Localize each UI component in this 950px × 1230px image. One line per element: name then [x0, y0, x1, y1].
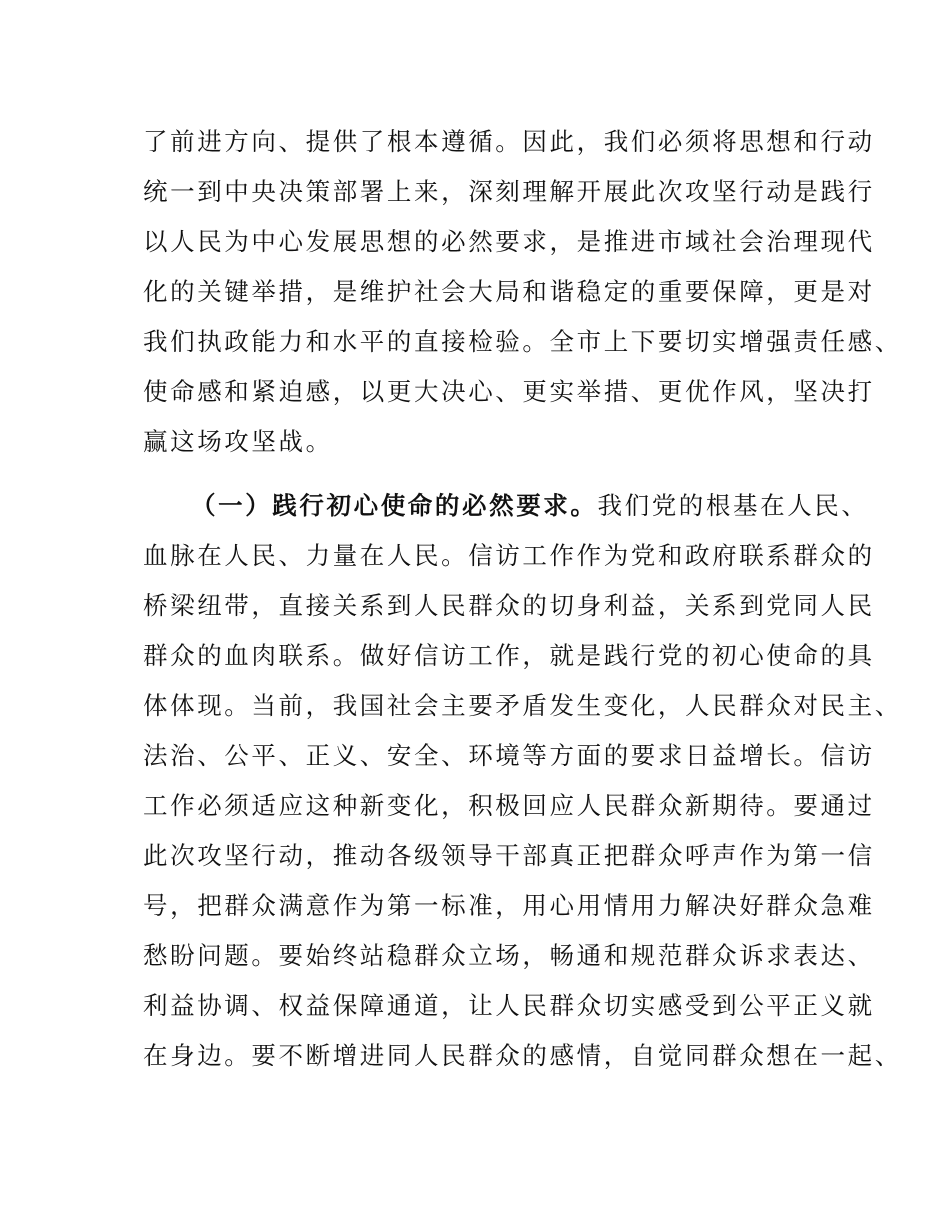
section-heading: （一）践行初心使命的必然要求。 — [191, 491, 598, 520]
paragraph-1-line-4: 化的关键举措，是维护社会大局和谐稳定的重要保障，更是对 — [143, 277, 875, 306]
paragraph-2-line-6: 法治、公平、正义、安全、环境等方面的要求日益增长。信访 — [143, 741, 875, 770]
paragraph-2-line-1 — [191, 486, 891, 526]
paragraph-2-line-11: 利益协调、权益保障通道，让人民群众切实感受到公平正义就 — [143, 991, 875, 1020]
paragraph-1-line-6: 使命感和紧迫感，以更大决心、更实举措、更优作风，坚决打 — [143, 377, 875, 406]
paragraph-2-line-1-text: 我们党的根基在人民、 — [597, 491, 869, 520]
paragraph-1-line-2: 统一到中央决策部署上来，深刻理解开展此次攻坚行动是践行 — [143, 177, 875, 206]
paragraph-1-line-1: 了前进方向、提供了根本遵循。因此，我们必须将思想和行动 — [143, 127, 875, 156]
paragraph-2-line-9: 号，把群众满意作为第一标准，用心用情用力解决好群众急难 — [143, 891, 875, 920]
paragraph-2-line-5: 体体现。当前，我国社会主要矛盾发生变化，人民群众对民主、 — [143, 691, 902, 720]
paragraph-2-line-4: 群众的血肉联系。做好信访工作，就是践行党的初心使命的具 — [143, 641, 875, 670]
paragraph-1-line-5: 我们执政能力和水平的直接检验。全市上下要切实增强责任感、 — [143, 327, 902, 356]
paragraph-2-line-8: 此次攻坚行动，推动各级领导干部真正把群众呼声作为第一信 — [143, 841, 875, 870]
paragraph-1-line-7: 赢这场攻坚战。 — [143, 427, 333, 456]
paragraph-1-line-3: 以人民为中心发展思想的必然要求，是推进市域社会治理现代 — [143, 227, 875, 256]
paragraph-2-line-3: 桥梁纽带，直接关系到人民群众的切身利益，关系到党同人民 — [143, 591, 875, 620]
paragraph-2-line-12: 在身边。要不断增进同人民群众的感情，自觉同群众想在一起、 — [143, 1041, 902, 1070]
paragraph-2-line-2: 血脉在人民、力量在人民。信访工作作为党和政府联系群众的 — [143, 541, 875, 570]
paragraph-2-line-10: 愁盼问题。要始终站稳群众立场，畅通和规范群众诉求表达、 — [143, 941, 875, 970]
paragraph-2-line-7: 工作必须适应这种新变化，积极回应人民群众新期待。要通过 — [143, 791, 875, 820]
